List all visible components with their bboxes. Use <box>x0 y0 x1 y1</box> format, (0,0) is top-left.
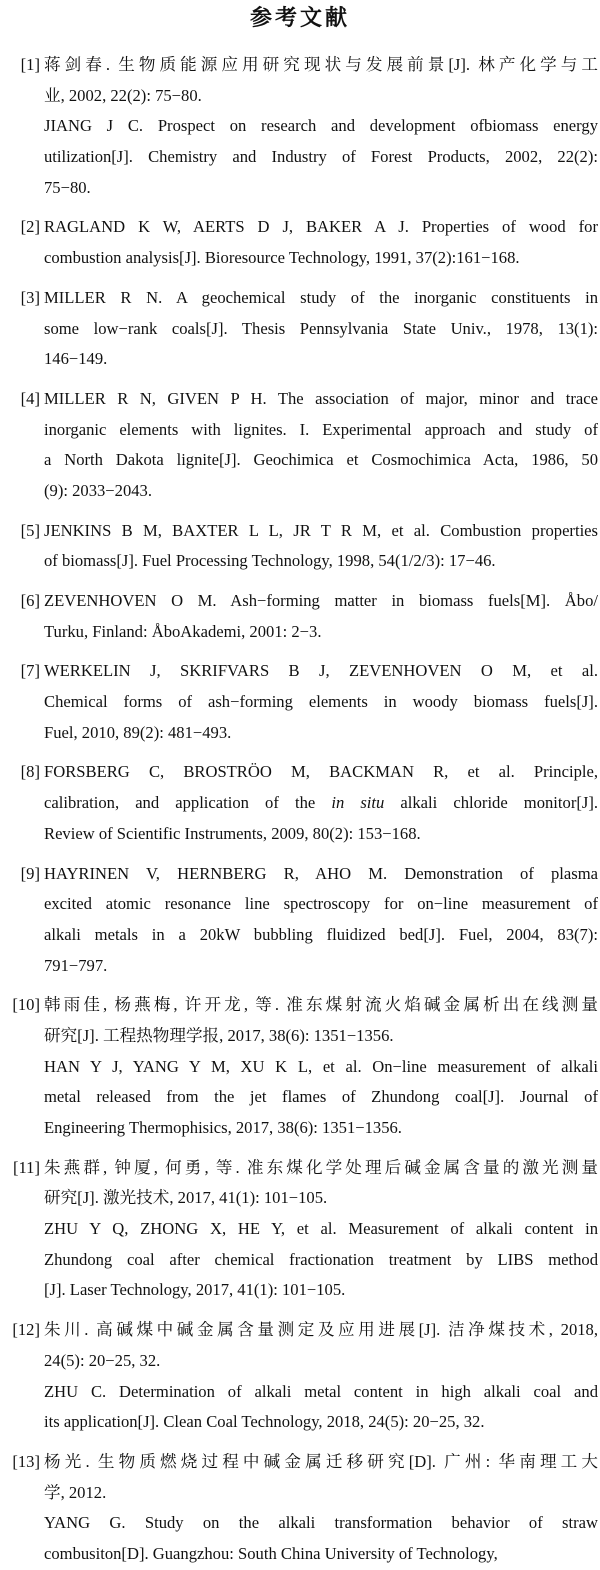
reference-line: JENKINS B M, BAXTER L L, JR T R M, et al. Combustion properties <box>44 520 598 540</box>
reference-line: combustion analysis[J]. Bioresource Technology, 1991, 37(2):161−168. <box>44 248 520 268</box>
reference-entry <box>2 1315 598 1438</box>
reference-line: alkali metals in a 20kW bubbling fluidized bed[J]. Fuel, 2004, 83(7): <box>44 924 598 944</box>
reference-number: [9] <box>20 863 40 883</box>
reference-line: 业, 2002, 22(2): 75−80. <box>44 85 202 105</box>
reference-line: Fuel, 2010, 89(2): 481−493. <box>44 722 232 742</box>
reference-number: [11] <box>12 1157 40 1177</box>
reference-body <box>44 1315 598 1438</box>
reference-number: [7] <box>20 661 40 681</box>
reference-line: Turku, Finland: ÅboAkademi, 2001: 2−3. <box>44 621 322 641</box>
reference-line: its application[J]. Clean Coal Technology, 2018, 24(5): 20−25, 32. <box>44 1412 485 1432</box>
reference-line: 杨光. 生物质燃烧过程中碱金属迁移研究[D]. 广州: 华南理工大 <box>44 1451 598 1471</box>
entry-spacer <box>2 203 598 212</box>
reference-number: [6] <box>20 591 40 610</box>
reference-line <box>44 788 598 819</box>
reference-line: combusiton[D]. Guangzhou: South China University of Technology, <box>44 1543 498 1563</box>
reference-number: [12] <box>12 1320 40 1340</box>
reference-number: [13] <box>12 1451 40 1471</box>
reference-line: a North Dakota lignite[J]. Geochimica et Cosmochimica Acta, 1986, 50 <box>44 450 598 470</box>
reference-line: [J]. Laser Technology, 2017, 41(1): 101−105. <box>44 1280 346 1300</box>
reference-body <box>44 757 598 849</box>
reference-entry <box>2 212 598 273</box>
reference-line: Chemical forms of ash−forming elements in woody biomass fuels[J]. <box>44 692 598 712</box>
reference-body <box>44 50 598 203</box>
reference-line: Zhundong coal after chemical fractionation treatment by LIBS method <box>44 1249 598 1269</box>
reference-line: HAN Y J, YANG Y M, XU K L, et al. On−line measurement of alkali <box>44 1056 598 1076</box>
entry-spacer <box>2 1144 598 1153</box>
reference-body <box>44 859 598 982</box>
reference-line: metal released from the jet flames of Zhundong coal[J]. Journal of <box>44 1087 598 1107</box>
reference-line: inorganic elements with lignites. I. Experimental approach and study of <box>44 419 598 439</box>
reference-entry <box>2 1153 598 1306</box>
reference-line: 研究[J]. 激光技术, 2017, 41(1): 101−105. <box>44 1188 328 1208</box>
reference-line: excited atomic resonance line spectroscopy for on−line measurement of <box>44 894 598 914</box>
reference-line: of biomass[J]. Fuel Processing Technology, 1998, 54(1/2/3): 17−46. <box>44 551 496 571</box>
reference-body <box>44 384 598 507</box>
reference-entry <box>2 757 598 849</box>
reference-line: MILLER R N. A geochemical study of the inorganic constituents in <box>44 287 598 307</box>
reference-line: ZHU C. Determination of alkali metal content in high alkali coal and <box>44 1381 598 1401</box>
reference-number: [10] <box>12 995 40 1015</box>
reference-body <box>44 516 598 577</box>
reference-line: JIANG J C. Prospect on research and development ofbiomass energy <box>44 116 598 136</box>
reference-list <box>2 50 598 1570</box>
page-title: 参考文献 <box>249 6 350 31</box>
reference-body <box>44 283 598 375</box>
reference-line: 朱川. 高碱煤中碱金属含量测定及应用进展[J]. 洁净煤技术, 2018, <box>44 1320 598 1340</box>
reference-entry <box>2 859 598 982</box>
reference-entry <box>2 384 598 507</box>
reference-entry <box>2 283 598 375</box>
entry-spacer <box>2 577 598 586</box>
reference-number: [5] <box>20 520 40 540</box>
reference-number: [8] <box>20 762 40 782</box>
reference-line: 学, 2012. <box>44 1482 107 1502</box>
reference-line: some low−rank coals[J]. Thesis Pennsylvania State Univ., 1978, 13(1): <box>44 318 598 338</box>
reference-line: 蒋剑春. 生物质能源应用研究现状与发展前景[J]. 林产化学与工 <box>44 55 598 74</box>
reference-body <box>44 586 598 647</box>
entry-spacer <box>2 274 598 283</box>
reference-line: ZEVENHOVEN O M. Ash−forming matter in biomass fuels[M]. Åbo/ <box>44 591 598 610</box>
reference-line: 朱燕群, 钟厦, 何勇, 等. 准东煤化学处理后碱金属含量的激光测量 <box>44 1157 598 1177</box>
reference-line: 韩雨佳, 杨燕梅, 许开龙, 等. 准东煤射流火焰碱金属析出在线测量 <box>44 995 598 1015</box>
reference-entry <box>2 990 598 1143</box>
reference-text: calibration, and application of the <box>44 793 332 813</box>
italic-term: in situ <box>331 793 385 813</box>
reference-entry <box>2 656 598 748</box>
reference-entry <box>2 516 598 577</box>
reference-body <box>44 212 598 273</box>
reference-line: 75−80. <box>44 177 91 197</box>
reference-line: FORSBERG C, BROSTRÖO M, BACKMAN R, et al. Principle, <box>44 762 598 782</box>
reference-number: [2] <box>20 217 40 237</box>
reference-line: 研究[J]. 工程热物理学报, 2017, 38(6): 1351−1356. <box>44 1025 394 1045</box>
entry-spacer <box>2 850 598 859</box>
reference-line: utilization[J]. Chemistry and Industry of Forest Products, 2002, 22(2): <box>44 147 598 167</box>
reference-line: WERKELIN J, SKRIFVARS B J, ZEVENHOVEN O M, et al. <box>44 661 598 681</box>
reference-number: [1] <box>20 55 40 74</box>
entry-spacer <box>2 981 598 990</box>
entry-spacer <box>2 748 598 757</box>
reference-line: YANG G. Study on the alkali transformation behavior of straw <box>44 1513 598 1533</box>
entry-spacer <box>2 375 598 384</box>
reference-line: RAGLAND K W, AERTS D J, BAKER A J. Properties of wood for <box>44 217 598 237</box>
reference-number: [3] <box>20 287 40 307</box>
reference-line: 24(5): 20−25, 32. <box>44 1350 161 1370</box>
reference-line: HAYRINEN V, HERNBERG R, AHO M. Demonstration of plasma <box>44 863 598 883</box>
reference-body <box>44 656 598 748</box>
reference-line: Review of Scientific Instruments, 2009, 80(2): 153−168. <box>44 823 421 843</box>
reference-text: alkali chloride monitor[J]. <box>384 793 598 813</box>
reference-body <box>44 1153 598 1306</box>
reference-line: ZHU Y Q, ZHONG X, HE Y, et al. Measurement of alkali content in <box>44 1219 598 1239</box>
reference-entry <box>2 1447 598 1570</box>
reference-line: 146−149. <box>44 349 108 369</box>
entry-spacer <box>2 1438 598 1447</box>
entry-spacer <box>2 647 598 656</box>
reference-body <box>44 1447 598 1570</box>
reference-line: Engineering Thermophisics, 2017, 38(6): 1351−1356. <box>44 1118 402 1137</box>
reference-line: MILLER R N, GIVEN P H. The association of major, minor and trace <box>44 388 598 408</box>
reference-line: 791−797. <box>44 955 108 975</box>
entry-spacer <box>2 507 598 516</box>
entry-spacer <box>2 1306 598 1315</box>
reference-line: (9): 2033−2043. <box>44 480 152 500</box>
reference-number: [4] <box>20 388 40 408</box>
reference-body <box>44 990 598 1143</box>
reference-entry <box>2 50 598 203</box>
reference-entry <box>2 586 598 647</box>
